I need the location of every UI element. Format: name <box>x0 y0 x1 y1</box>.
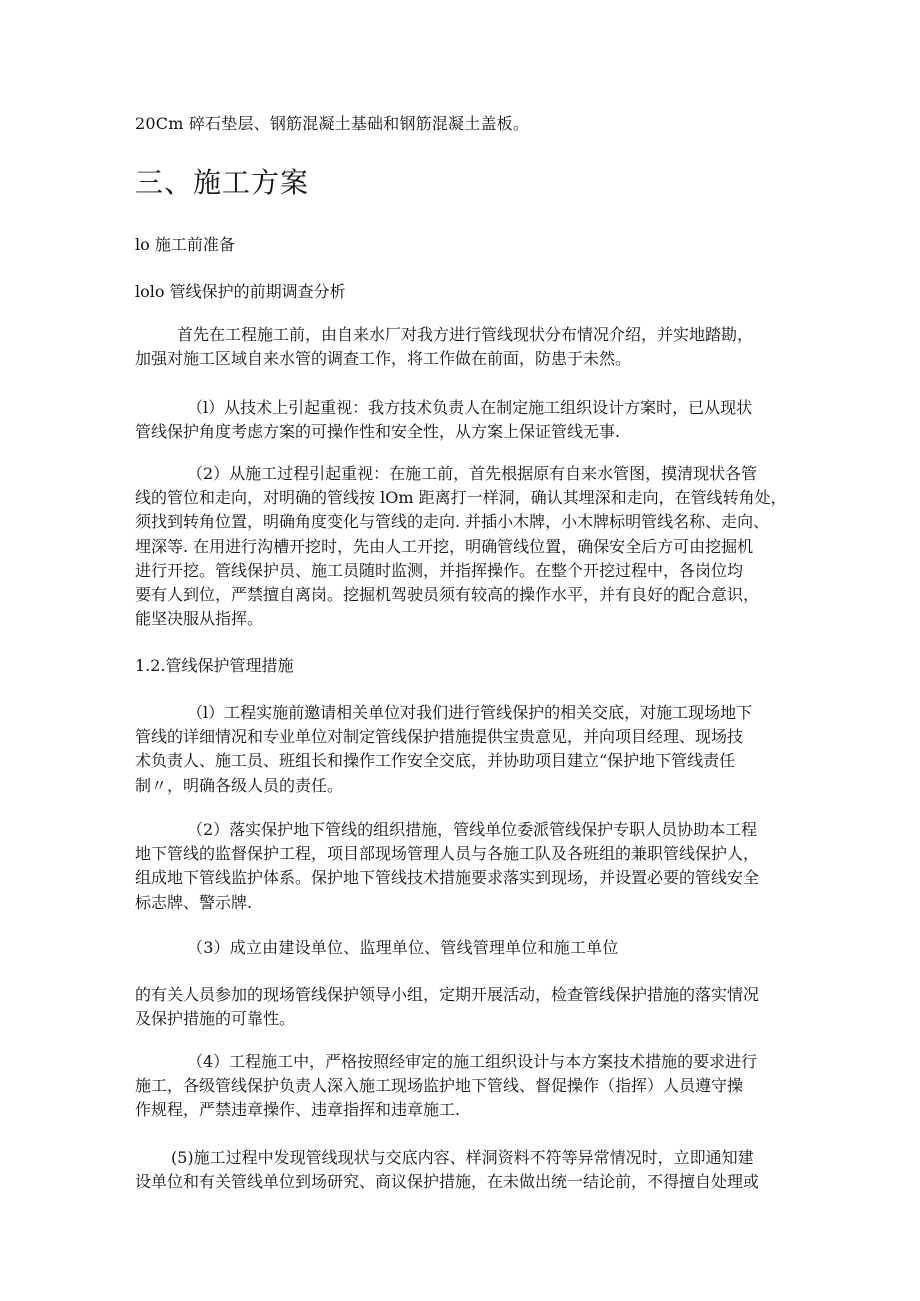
paragraph-intro <box>135 323 790 371</box>
paragraph-line: （2）从施工过程引起重视：在施工前，首先根据原有自来水管图，摸清现状各管 <box>187 464 758 483</box>
paragraph-line: 的有关人员参加的现场管线保护领导小组，定期开展活动，检查管线保护措施的落实情况 <box>135 985 760 1004</box>
paragraph-process <box>135 462 790 631</box>
paragraph-measure-5 <box>135 1146 790 1194</box>
paragraph-line: （l）工程实施前邀请相关单位对我们进行管线保护的相关交底，对施工现场地下 <box>187 703 753 722</box>
paragraph-line: 进行开挖。管线保护员、施工员随时监测，并指挥操作。在整个开挖过程中，各岗位均 <box>135 560 744 580</box>
paragraph-line: 设单位和有关管线单位到场研究、商议保护措施，在未做出统一结论前，不得擅自处理或 <box>135 1172 760 1192</box>
paragraph-line: 线的管位和走向，对明确的管线按 lOm 距离打一样洞，确认其埋深和走向，在管线转角处， <box>135 488 787 508</box>
section-heading: 三、施工方案 <box>135 166 310 199</box>
paragraph-line: 施工，各级管线保护负责人深入施工现场监护地下管线、督促操作（指挥）人员遵守操 <box>135 1076 744 1096</box>
top-line-text: 20Cm 碎石垫层、钢筋混凝土基础和钢筋混凝土盖板。 <box>135 114 530 133</box>
paragraph-line: 首先在工程施工前，由自来水厂对我方进行管线现状分布情况介绍，并实地踏勘， <box>177 325 754 344</box>
paragraph-line: 制〃，明确各级人员的责任。 <box>135 775 344 795</box>
paragraph-line: 组成地下管线监护体系。保护地下管线技术措施要求落实到现场，并设置必要的管线安全 <box>135 868 760 888</box>
paragraph-measure-4 <box>135 1050 790 1123</box>
paragraph-technical <box>135 396 790 444</box>
paragraph-measure-2 <box>135 818 790 915</box>
paragraph-line: （l）从技术上引起重视：我方技术负责人在制定施工组织设计方案时，已从现状 <box>187 398 753 417</box>
paragraph-line: （2）落实保护地下管线的组织措施，管线单位委派管线保护专职人员协助本工程 <box>187 820 758 839</box>
paragraph-line: 及保护措施的可靠性。 <box>135 1009 296 1029</box>
paragraph-line: 要有人到位，严禁擅自离岗。挖掘机驾驶员须有较高的操作水平，并有良好的配合意识， <box>135 585 760 605</box>
paragraph-line: 地下管线的监督保护工程，项目部现场管理人员与各施工队及各班组的兼职管线保护人， <box>135 844 760 864</box>
paragraph-line: 能坚决服从指挥。 <box>135 609 264 629</box>
subheading-1: lo 施工前准备 <box>135 235 235 254</box>
paragraph-line: (5)施工过程中发现管线现状与交底内容、样洞资料不符等异常情况时，立即通知建 <box>171 1148 754 1167</box>
paragraph-line: 加强对施工区域自来水管的调查工作，将工作做在前面，防患于未然。 <box>135 349 632 369</box>
paragraph-line: 管线保护角度考虑方案的可操作性和安全性，从方案上保证管线无事. <box>135 422 621 442</box>
paragraph-measure-3-first: （3）成立由建设单位、监理单位、管线管理单位和施工单位 <box>187 938 619 957</box>
paragraph-line: 管线的详细情况和专业单位对制定管线保护措施提供宝贵意见，并向项目经理、现场技 <box>135 727 744 747</box>
paragraph-line: 埋深等. 在用进行沟槽开挖时，先由人工开挖，明确管线位置，确保安全后方可由挖掘机 <box>135 536 754 556</box>
paragraph-line: 作规程，严禁违章操作、违章指挥和违章施工. <box>135 1100 461 1120</box>
subheading-1-1: lolo 管线保护的前期调查分析 <box>135 282 346 301</box>
paragraph-measure-1 <box>135 701 790 798</box>
paragraph-measure-3 <box>135 983 790 1031</box>
paragraph-line: （4）工程施工中，严格按照经审定的施工组织设计与本方案技术措施的要求进行 <box>187 1052 758 1071</box>
paragraph-line: 标志牌、警示牌. <box>135 892 253 912</box>
paragraph-line: 须找到转角位置，明确角度变化与管线的走向. 并插小木牌，小木牌标明管线名称、走向、 <box>135 512 770 532</box>
paragraph-line: 术负责人、施工员、班组长和操作工作安全交底，并协助项目建立“保护地下管线责任 <box>135 751 736 771</box>
subheading-1-2: 1.2.管线保护管理措施 <box>135 656 294 675</box>
